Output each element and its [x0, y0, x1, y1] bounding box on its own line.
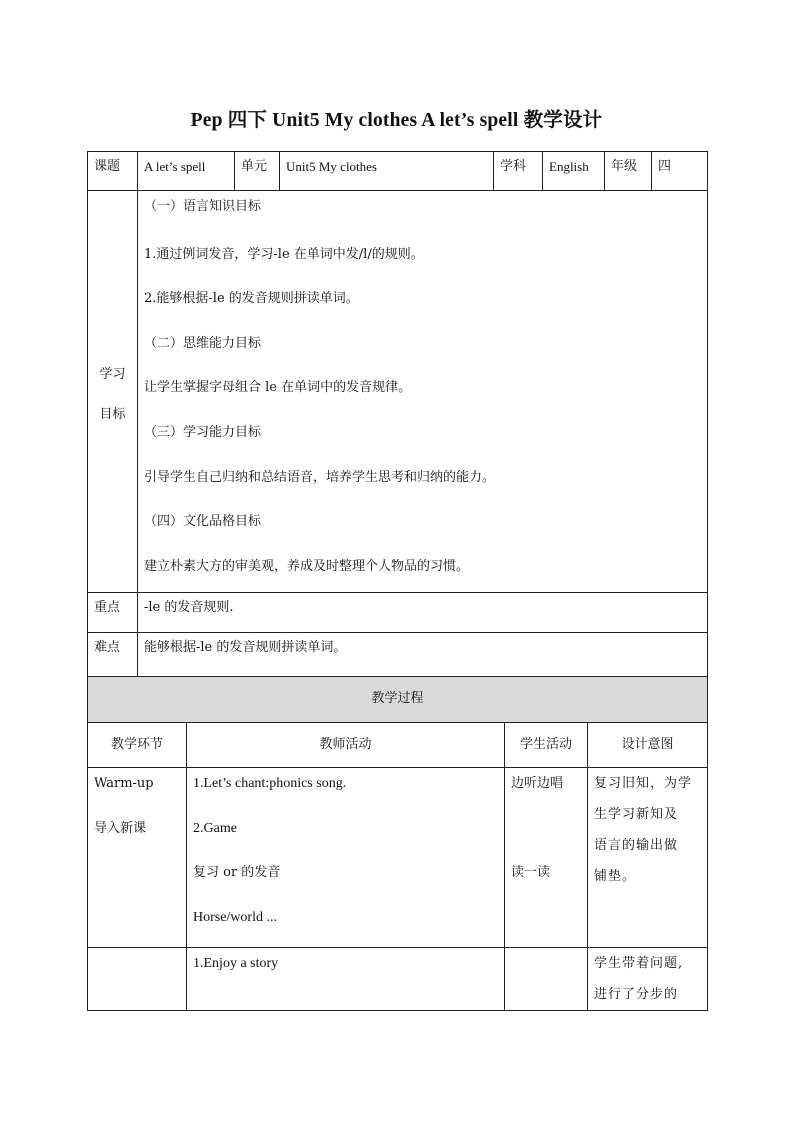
table-row: [88, 948, 708, 1011]
teacher-activity-line: 1.Enjoy a story: [193, 956, 279, 971]
goal-heading-knowledge: （一）语言知识目标: [144, 199, 262, 214]
stage-cell: [88, 768, 187, 948]
goals-label-line2: 目标: [99, 407, 126, 422]
design-intent-cell: [588, 948, 708, 1011]
student-activity-line: 边听边唱: [511, 776, 564, 791]
column-header-teacher: 教师活动: [187, 723, 505, 768]
goal-item: 引导学生自己归纳和总结语音，培养学生思考和归纳的能力。: [144, 469, 496, 485]
design-intent-line: 铺垫。: [594, 869, 637, 884]
design-intent-cell: [588, 768, 708, 948]
unit-label: 单元: [235, 152, 280, 191]
goals-content: [138, 191, 708, 593]
goal-item: 让学生掌握字母组合 le 在单词中的发音规律。: [144, 380, 412, 396]
table-row: [88, 768, 708, 948]
student-activity-line: 读一读: [511, 865, 551, 880]
stage-cell: [88, 948, 187, 1011]
student-activity-cell: [505, 768, 588, 948]
column-header-student: 学生活动: [505, 723, 588, 768]
grade-label: 年级: [605, 152, 652, 191]
unit-value: Unit5 My clothes: [280, 152, 494, 191]
course-value: A let’s spell: [138, 152, 235, 191]
page-title: Pep 四下 Unit5 My clothes A let’s spell 教学设计: [190, 110, 603, 131]
design-intent-line: 语言的输出做: [594, 838, 679, 853]
goal-item: 2.能够根据-le 的发音规则拼读单词。: [144, 291, 359, 307]
goals-row: [88, 191, 708, 593]
difficulty-row: [88, 633, 708, 677]
goal-heading-thinking: （二）思维能力目标: [144, 335, 262, 351]
column-header-stage: 教学环节: [88, 723, 187, 768]
grade-value: 四: [652, 152, 708, 191]
teacher-activity-line: Horse/world ...: [193, 909, 277, 925]
key-point-label: 重点: [88, 593, 138, 633]
student-activity-line: [511, 813, 581, 858]
column-header-intent: 设计意图: [588, 723, 708, 768]
process-columns-row: [88, 723, 708, 768]
subject-value: English: [543, 152, 605, 191]
stage-line: 导入新课: [94, 820, 147, 836]
goals-label: [88, 191, 138, 593]
difficulty-value: 能够根据-le 的发音规则拼读单词。: [138, 633, 708, 677]
teaching-process-table: [87, 676, 708, 1011]
teacher-activity-line: 复习 or 的发音: [193, 865, 281, 880]
design-intent-line: 生学习新知及: [594, 807, 679, 822]
goal-item: 1.通过例词发音，学习-le 在单词中发/l/的规则。: [144, 246, 424, 262]
key-point-value: -le 的发音规则.: [138, 593, 708, 633]
design-intent-line: 复习旧知，为学: [594, 776, 693, 791]
design-intent-line: 学生带着问题,: [594, 956, 684, 971]
course-label: 课题: [88, 152, 138, 191]
design-intent-line: 进行了分步的: [594, 987, 679, 1002]
goal-heading-learning: （三）学习能力目标: [144, 424, 262, 440]
key-point-row: [88, 593, 708, 633]
stage-line: Warm-up: [94, 776, 154, 791]
teacher-activity-line: 2.Game: [193, 820, 237, 836]
difficulty-label: 难点: [88, 633, 138, 677]
student-activity-cell: [505, 948, 588, 1011]
process-header-row: [88, 677, 708, 723]
teacher-activity-cell: [187, 948, 505, 1011]
subject-label: 学科: [494, 152, 543, 191]
goal-item: 建立朴素大方的审美观，养成及时整理个人物品的习惯。: [144, 558, 470, 574]
teacher-activity-cell: [187, 768, 505, 948]
info-row: [88, 152, 708, 191]
lesson-info-table: [87, 151, 708, 677]
goal-heading-culture: （四）文化品格目标: [144, 514, 262, 530]
goals-label-line1: 学习: [99, 367, 126, 382]
process-header: 教学过程: [88, 677, 708, 723]
teacher-activity-line: 1.Let’s chant:phonics song.: [193, 776, 347, 791]
